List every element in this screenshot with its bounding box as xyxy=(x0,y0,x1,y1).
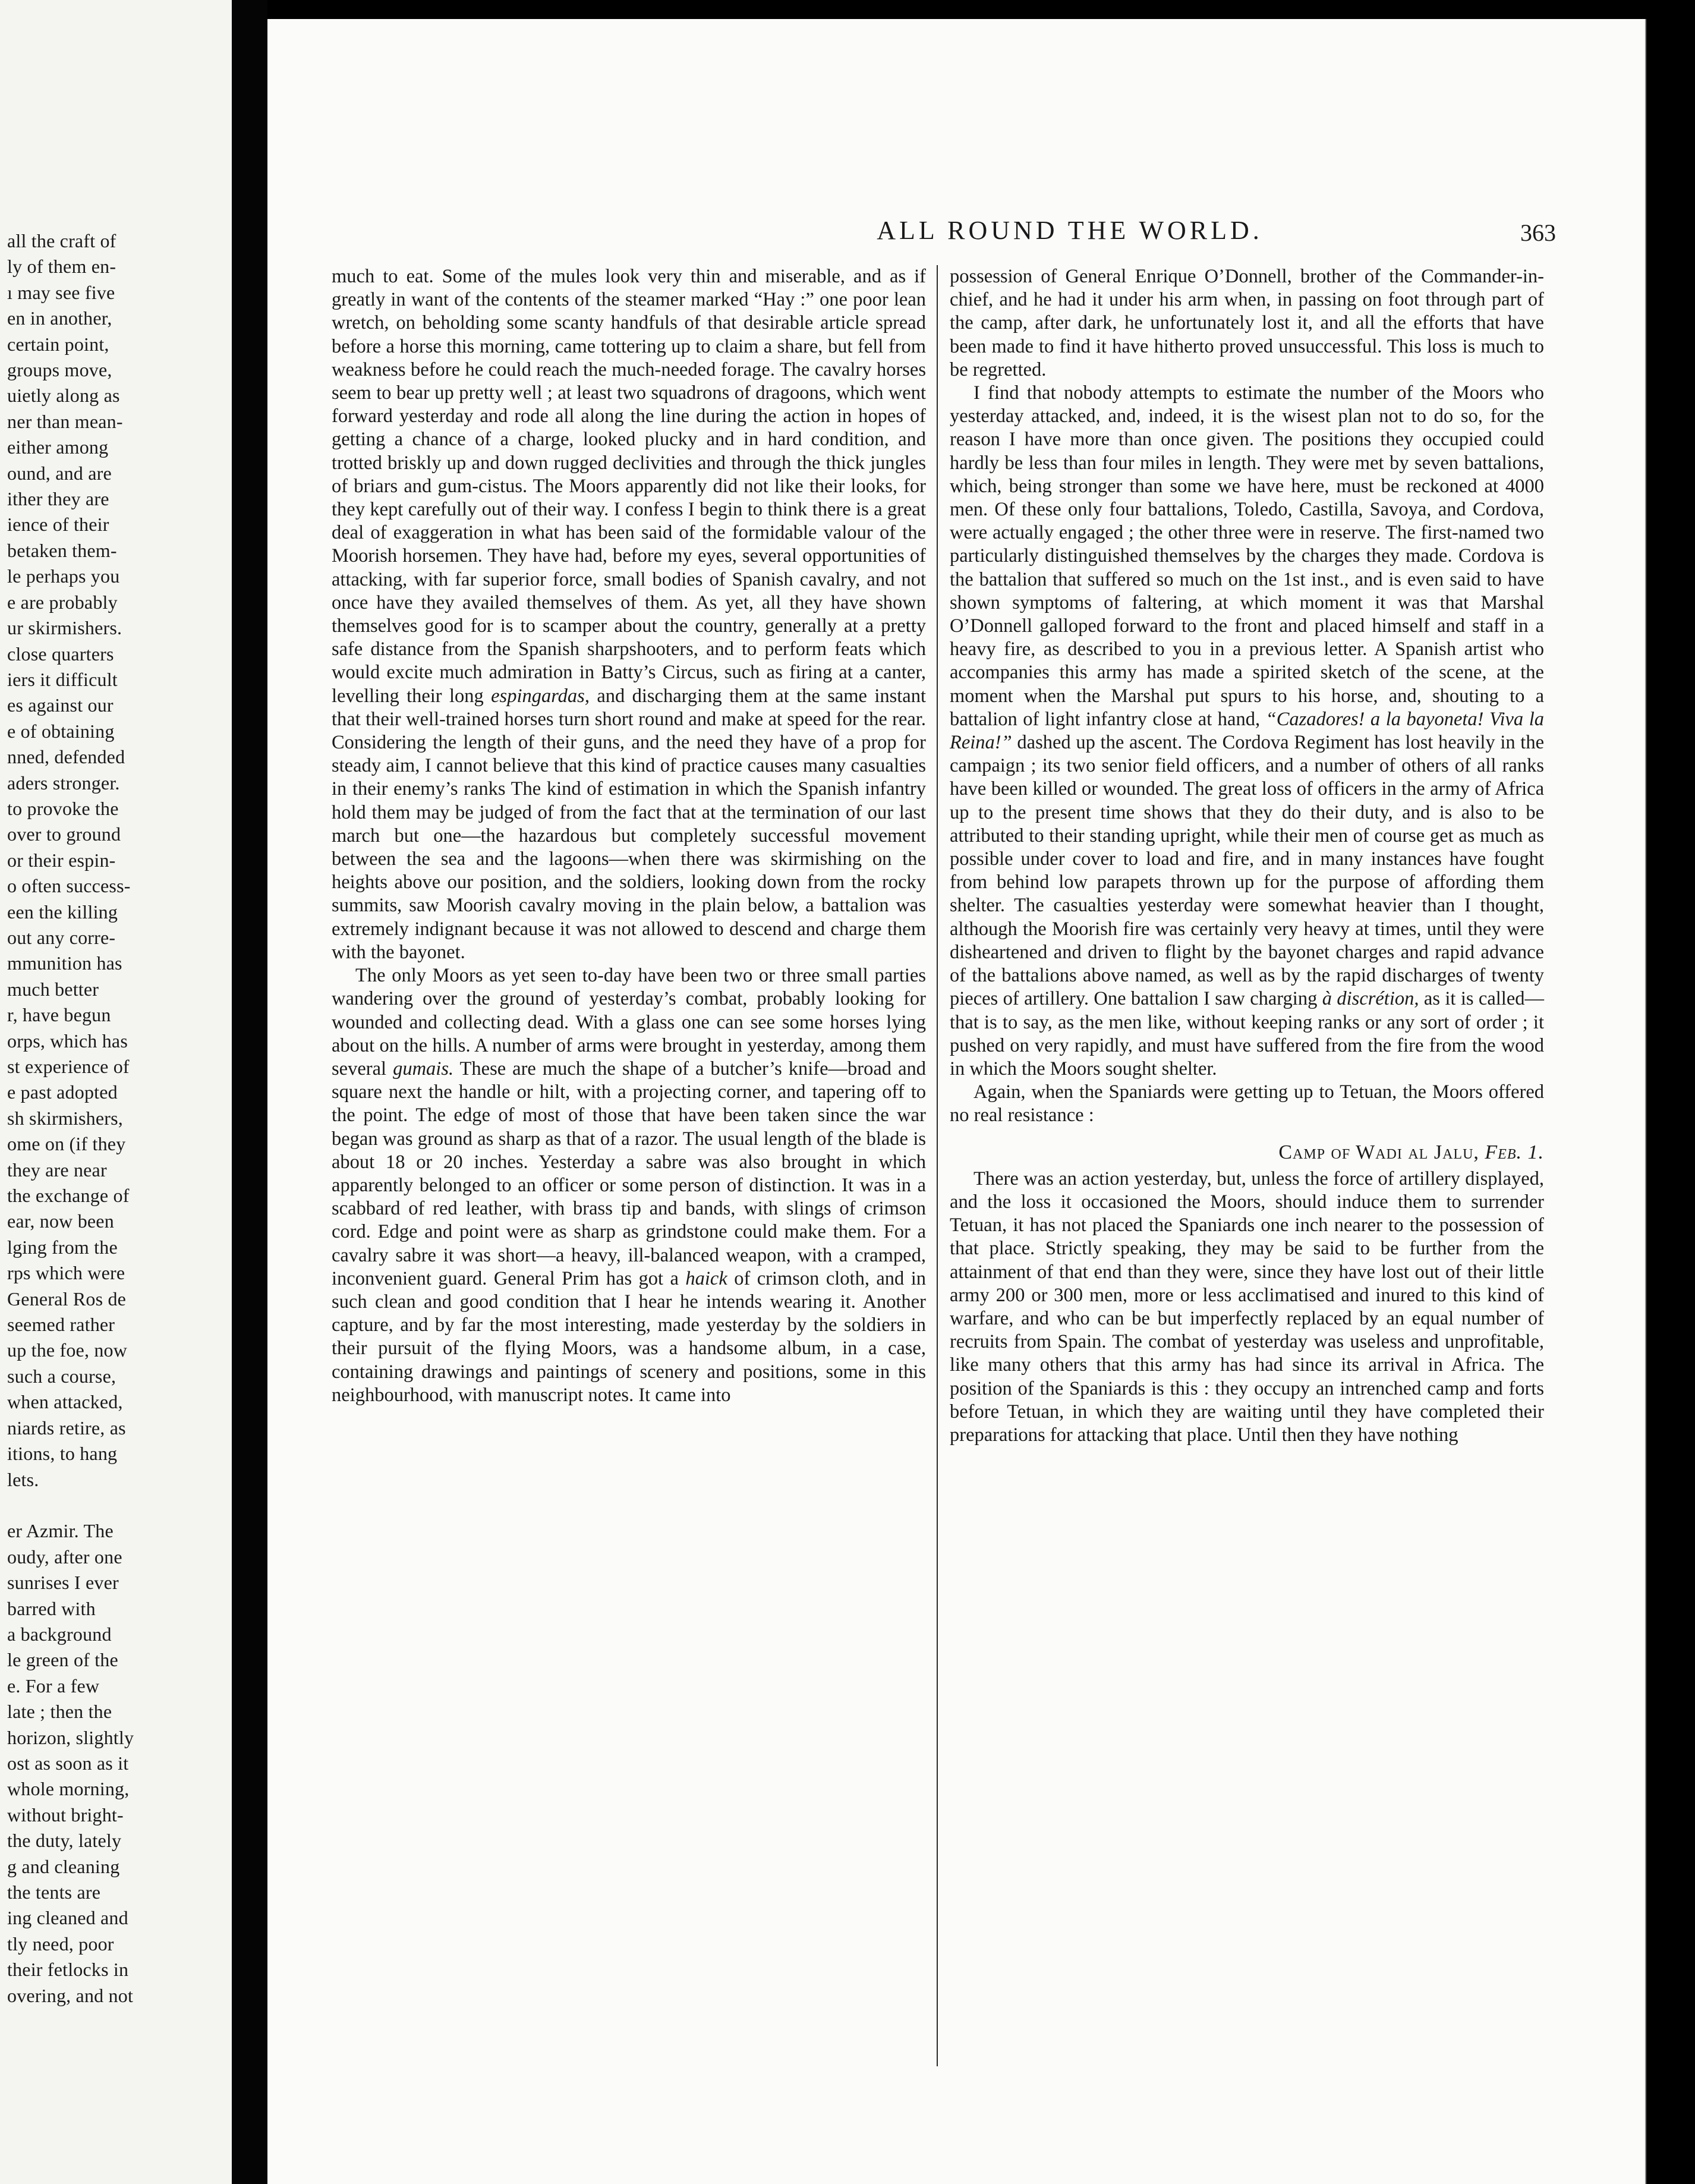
facing-page-line: en in another, xyxy=(7,307,112,329)
facing-page-text xyxy=(0,228,226,2009)
facing-page-line: ing cleaned and xyxy=(7,1907,128,1929)
facing-page-line: sunrises I ever xyxy=(7,1572,119,1594)
running-title: ALL ROUND THE WORLD. xyxy=(877,216,1263,245)
facing-page-line: General Ros de xyxy=(7,1288,127,1310)
facing-page-line: ur skirmishers. xyxy=(7,617,122,639)
paragraph: I find that nobody attempts to estimate the number of the Moors who yesterday attacked, and, indeed, it is the wisest plan not to do so, for the reason I have more than once given. The positions they occupied could hardly be less than four miles in length. They were met by seven battalions, which, being stronger than some we have here, must be reckoned at 4000 men. Of these only four battalions, Toledo, Castilla, Savoya, and Cordova, were actually engaged ; the other three were in reserve. The first-named two particularly distinguished themselves by the charges they made. Cordova is the battalion that suffered so much on the 1st inst., and is even said to have shown symptoms of faltering, at which moment it was that Marshal O’Donnell galloped forward to the front and placed himself and staff in a heavy fire, as described to you in a previous letter. A Spanish artist who accompanies this army has made a spirited sketch of the scene, at the moment when the Marshal put spurs to his horse, and, shouting to a battalion of light infantry close at hand, “Cazadores! a la bayoneta! Viva la Reina!” dashed up the ascent. The Cordova Regiment has lost heavily in the campaign ; its two senior field officers, and a number of others of all ranks have been killed or wounded. The great loss of officers in the army of Africa up to the present time shows that they do their duty, and is also to be attributed to their standing upright, while their men of course get as much as possible under cover to load and fire, and in many instances have fought from behind low parapets thrown up for the purpose of affording them shelter. The casualties yesterday were somewhat heavier than I thought, although the Moorish fire was certainly very heavy at times, until they were disheartened and driven to flight by the bayonet charges and rapid advance of the battalions above named, as well as by the rapid discharges of twenty pieces of artillery. One battalion I saw charging à discrétion, as it is called—that is to say, as the men like, without keeping ranks or any sort of order ; it pushed on very rapidly, and must have suffered from the fire from the wood in which the Moors sought shelter. xyxy=(950,382,1545,1080)
facing-page-line: niards retire, as xyxy=(7,1417,126,1439)
facing-page-line: aders stronger. xyxy=(7,772,120,794)
facing-page-line: the duty, lately xyxy=(7,1830,122,1852)
facing-page-line: e. For a few xyxy=(7,1675,100,1697)
facing-page-line: es against our xyxy=(7,694,114,716)
facing-page-line: certain point, xyxy=(7,333,109,355)
facing-page-line: le perhaps you xyxy=(7,565,120,587)
facing-page-line: the exchange of xyxy=(7,1185,130,1207)
facing-page-line: r, have begun xyxy=(7,1004,111,1026)
facing-page-line: horizon, slightly xyxy=(7,1726,134,1748)
book-gutter xyxy=(232,0,267,2184)
facing-page-line: mmunition has xyxy=(7,952,122,974)
facing-page-fragment xyxy=(0,0,232,2184)
paragraph: Again, when the Spaniards were getting up to Tetuan, the Moors offered no real resistance : xyxy=(950,1081,1544,1126)
facing-page-line: late ; then the xyxy=(7,1701,112,1723)
facing-page-line: itions, to hang xyxy=(7,1443,118,1465)
facing-page-line xyxy=(0,1493,226,1518)
facing-page-line: uietly along as xyxy=(7,385,120,407)
facing-page-line: ner than mean- xyxy=(7,410,123,432)
facing-page-line: e are probably xyxy=(7,591,118,613)
facing-page-line: barred with xyxy=(7,1597,96,1619)
paragraph: The only Moors as yet seen to-day have been two or three small parties wandering over the ground of yesterday’s combat, probably looking for wounded and collecting dead. With a glass one can see some horses lying about on the hills. A number of arms were brought in yesterday, among them several gumais. These are much the shape of a butcher’s knife—broad and square next the handle or hilt, with a projecting corner, and tapering off to the point. The edge of most of those that have been taken since the war began was ground as sharp as that of a razor. The usual length of the blade is about 18 or 20 inches. Yesterday a sabre was also brought in which apparently belonged to an officer or some person of distinction. It was in a scabbard of red leather, with brass tip and bands, with slings of crimson cord. Edge and point were as sharp as grindstone could make them. For a cavalry sabre it was short—a heavy, ill-balanced weapon, with a cramped, inconvenient guard. General Prim has got a haick of crimson cloth, and in such clean and good condition that I hear he intends wearing it. Another capture, and by far the most interesting, made yesterday by the soldiers in their pursuit of the flying Moors, was a handsome album, in a case, containing drawings and paintings of scenery and positions, some in this neighbourhood, with manuscript notes. It came into xyxy=(332,965,927,1406)
facing-page-line: rps which were xyxy=(7,1262,125,1284)
facing-page-line: or their espin- xyxy=(7,849,116,871)
facing-page-line: ither they are xyxy=(7,488,109,510)
facing-page-line: out any corre- xyxy=(7,926,116,948)
facing-page-line: either among xyxy=(7,436,109,458)
facing-page-line: er Azmir. The xyxy=(7,1520,114,1542)
paragraph: possession of General Enrique O’Donnell, brother of the Commander-in-chief, and he had it under his arm when, in passing on foot through part of the camp, after dark, he unfortunately lost it, and all the efforts that have been made to find it have hitherto proved unsuccessful. This loss is much to be regretted. xyxy=(950,266,1544,380)
text-column-left xyxy=(332,265,926,1407)
facing-page-line: much better xyxy=(7,978,99,1000)
facing-page-line: orps, which has xyxy=(7,1030,128,1052)
facing-page-line: betaken them- xyxy=(7,539,117,561)
facing-page-line: ound, and are xyxy=(7,462,112,484)
facing-page-line: ost as soon as it xyxy=(7,1752,129,1774)
facing-page-line: when attacked, xyxy=(7,1391,123,1413)
facing-page-line: seemed rather xyxy=(7,1314,115,1336)
facing-page-line: oudy, after one xyxy=(7,1546,122,1568)
facing-page-line: their fetlocks in xyxy=(7,1959,129,1981)
facing-page-line: whole morning, xyxy=(7,1778,130,1800)
facing-page-line: st experience of xyxy=(7,1056,130,1077)
facing-page-line: ience of their xyxy=(7,514,109,536)
facing-page-line: le green of the xyxy=(7,1649,118,1671)
facing-page-line: nned, defended xyxy=(7,746,125,768)
facing-page-line: tly need, poor xyxy=(7,1933,114,1955)
facing-page-line: iers it difficult xyxy=(7,668,118,690)
dateline: Camp of Wadi al Jalu, Feb. 1. xyxy=(1278,1141,1544,1163)
paragraph: much to eat. Some of the mules look very thin and miserable, and as if greatly in want of the contents of the steamer marked “Hay :” one poor lean wretch, on beholding some scanty handfuls of that desirable article spread before a horse this morning, came tottering up to claim a share, but fell from weakness before he could reach the much-needed forage. The cavalry horses seem to bear up pretty well ; at least two squadrons of dragoons, which went forward yesterday and rode all along the line during the action in hopes of getting a chance of a charge, looked plucky and in hard condition, and trotted briskly up and down rugged declivities and through the thick jungles of briars and gum-cistus. The Moors apparently did not like their looks, for they kept carefully out of their way. I confess I begin to think there is a great deal of exaggeration in what has been said of the formidable valour of the Moorish horsemen. They have had, before my eyes, several opportunities of attacking, with far superior force, small bodies of Spanish cavalry, and not once have they availed themselves of them. As yet, all they have shown themselves good for is to scamper about the country, generally at a pretty safe distance from the Spanish sharpshooters, and to perform feats which would excite much admiration in Batty’s Circus, such as firing at a canter, levelling their long espingardas, and discharging them at the same instant that their well-trained horses turn short round and make at speed for the rear. Considering the length of their guns, and the need they have of a prop for steady aim, I cannot believe that this kind of practice causes many casualties in their enemy’s ranks The kind of estimation in which the Spanish infantry hold them may be judged of from the fact that at the termination of our last march but one—the hazardous but completely successful movement between the sea and the lagoons—when there was skirmishing on the heights above our position, and the soldiers, looking down from the rocky summits, saw Moorish cavalry moving in the plain below, a battalion was extremely indignant because it was not allowed to descend and charge them with the bayonet. xyxy=(332,266,926,963)
scan-border xyxy=(1646,0,1695,2184)
facing-page-line: groups move, xyxy=(7,359,112,381)
facing-page-line: e of obtaining xyxy=(7,720,115,742)
facing-page-line: over to ground xyxy=(7,823,121,845)
facing-page-line: lets. xyxy=(7,1468,39,1490)
paragraph: There was an action yesterday, but, unless the force of artillery displayed, and the loss it occasioned the Moors, should induce them to surrender Tetuan, it has not placed the Spaniards one inch nearer to the possession of that place. Strictly speaking, they may be said to be further from the attainment of that end than they were, since they have lost out of their little army 200 or 300 men, more or less acclimatised and inured to this kind of warfare, and who can be but imperfectly replaced by an equal number of recruits from Spain. The combat of yesterday was useless and unprofitable, like many others that this army has had since its arrival in Africa. The position of the Spaniards is this : they occupy an intrenched camp and forts before Tetuan, in which they are waiting until they have completed their preparations for attacking that place. Until then they have nothing xyxy=(950,1167,1544,1446)
facing-page-line: all the craft of xyxy=(7,230,116,251)
page-number: 363 xyxy=(1520,219,1556,246)
facing-page-line: to provoke the xyxy=(7,797,119,819)
facing-page-line: such a course, xyxy=(7,1365,116,1387)
facing-page-line: lging from the xyxy=(7,1236,118,1258)
facing-page-line: close quarters xyxy=(7,643,114,665)
facing-page-line: overing, and not xyxy=(7,1984,134,2006)
facing-page-line: a background xyxy=(7,1623,112,1645)
facing-page-line: the tents are xyxy=(7,1881,101,1903)
facing-page-line: g and cleaning xyxy=(7,1855,120,1877)
facing-page-line: een the killing xyxy=(7,901,118,923)
facing-page-line: ear, now been xyxy=(7,1210,114,1232)
facing-page-line: they are near xyxy=(7,1159,107,1181)
facing-page-line: without bright- xyxy=(7,1804,124,1826)
facing-page-line: ome on (if they xyxy=(7,1133,126,1155)
facing-page-line: sh skirmishers, xyxy=(7,1107,123,1129)
facing-page-line: up the foe, now xyxy=(7,1339,128,1361)
facing-page-line: ly of them en- xyxy=(7,256,116,278)
text-column-right xyxy=(950,265,1544,1447)
column-divider xyxy=(937,265,938,2066)
facing-page-line: ı may see five xyxy=(7,281,115,303)
main-page xyxy=(267,19,1646,2184)
page-header xyxy=(267,215,1646,251)
facing-page-line: o often success- xyxy=(7,875,131,897)
facing-page-line: e past adopted xyxy=(7,1081,118,1103)
